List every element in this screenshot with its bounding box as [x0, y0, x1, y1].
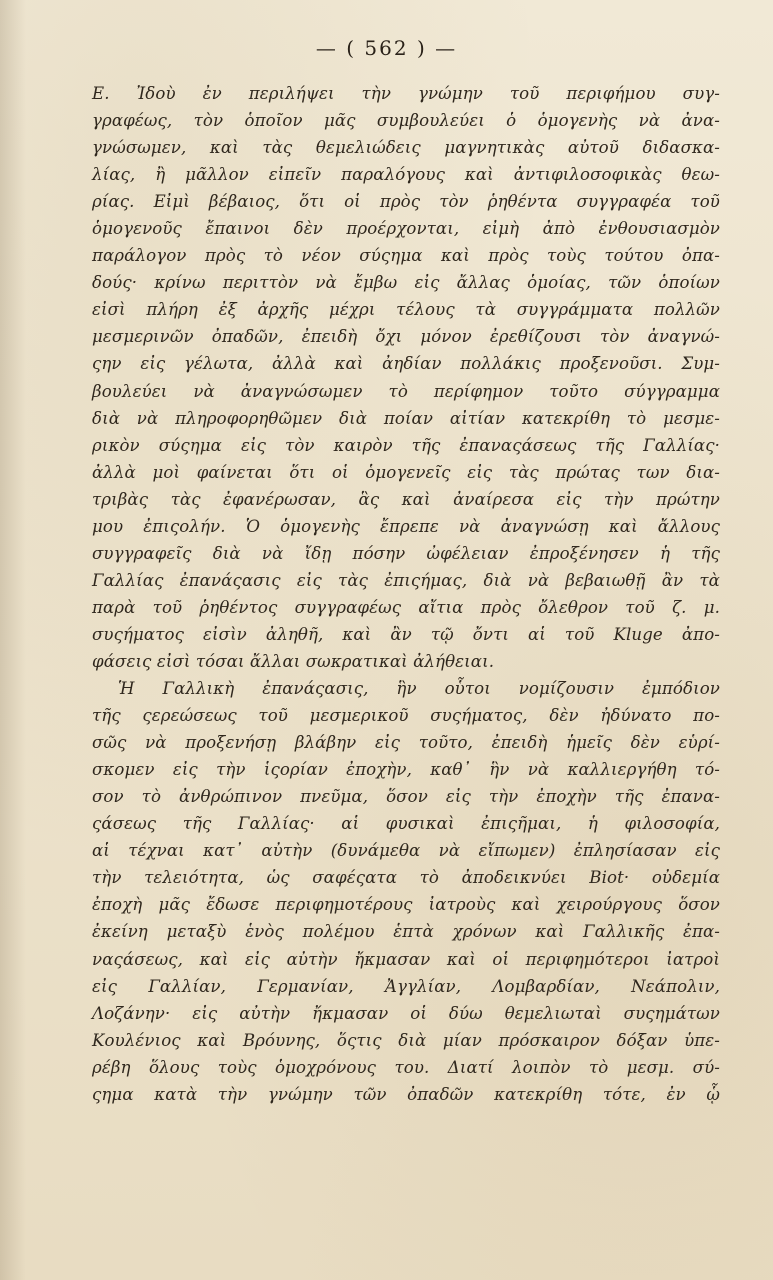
text-line: αἱ τέχναι κατ᾿ αὐτὴν (δυνάμεθα νὰ εἴπωμεν) ἐπλησίασαν εἰς — [92, 841, 720, 861]
text-line: μεσμερινῶν ὀπαδῶν, ἐπειδὴ ὄχι μόνον ἐρεθίζουσι τὸν ἀναγνώ- — [92, 327, 720, 347]
text-line: Ἡ Γαλλικὴ ἐπανάςασις, ἣν οὗτοι νομίζουσιν ἐμπόδιον — [118, 679, 720, 699]
text-line: φάσεις εἰσὶ τόσαι ἄλλαι σωκρατικαὶ ἀλήθειαι. — [92, 651, 495, 671]
text-line: Ε. Ἰδοὺ ἐν περιλήψει τὴν γνώμην τοῦ περιφήμου συγ- — [92, 84, 720, 103]
text-line: Κουλένιος καὶ Βρόυνης, ὅςτις διὰ μίαν πρόσκαιρον δόξαν ὑπε- — [92, 1030, 720, 1050]
text-line: συςήματος εἰσὶν ἀληθῆ, καὶ ἂν τῷ ὄντι αἱ τοῦ Kluge ἀπο- — [92, 624, 720, 644]
text-line: ςημα κατὰ τὴν γνώμην τῶν ὀπαδῶν κατεκρίθη τότε, ἐν ᾧ — [92, 1084, 720, 1104]
text-line: δούς· κρίνω περιττὸν νὰ ἔμβω εἰς ἄλλας ὁμοίας, τῶν ὁποίων — [92, 273, 720, 293]
text-line: λίας, ἢ μᾶλλον εἰπεῖν παραλόγους καὶ ἀντιφιλοσοφικὰς θεω- — [92, 165, 720, 185]
text-line: ρέβη ὅλους τοὺς ὁμοχρόνους του. Διατί λοιπὸν τὸ μεσμ. σύ- — [92, 1057, 720, 1077]
text-line: βουλεύει νὰ ἀναγνώσωμεν τὸ περίφημον τοῦτο σύγγραμμα — [92, 381, 720, 401]
text-line: Λοζάνην· εἰς αὐτὴν ἤκμασαν οἱ δύω θεμελιωταὶ συςημάτων — [92, 1003, 720, 1023]
page-body-text — [92, 80, 720, 1108]
paragraph-1 — [92, 80, 720, 675]
page-number-header: — ( 562 ) — — [315, 36, 458, 60]
text-line: ρίας. Εἰμὶ βέβαιος, ὅτι οἱ πρὸς τὸν ῥηθέντα συγγραφέα τοῦ — [92, 192, 720, 212]
text-line: σῶς νὰ προξενήσῃ βλάβην εἰς τοῦτο, ἐπειδὴ ἡμεῖς δὲν εὑρί- — [92, 733, 720, 753]
paragraph-2 — [92, 675, 720, 1108]
text-line: ναςάσεως, καὶ εἰς αὐτὴν ἤκμασαν καὶ οἱ περιφημότεροι ἰατροὶ — [92, 949, 720, 969]
text-line: εἰσὶ πλήρη ἐξ ἀρχῆς μέχρι τέλους τὰ συγγράμματα πολλῶν — [92, 300, 720, 320]
text-line: γραφέως, τὸν ὁποῖον μᾶς συμβουλεύει ὁ ὁμογενὴς νὰ ἀνα- — [92, 111, 720, 131]
text-line: ἐποχὴ μᾶς ἔδωσε περιφημοτέρους ἰατροὺς καὶ χειρούργους ὅσον — [92, 895, 720, 915]
text-line: Γαλλίας ἐπανάςασις εἰς τὰς ἐπιςήμας, διὰ νὰ βεβαιωθῇ ἂν τὰ — [92, 570, 720, 590]
text-line: ἐκείνη μεταξὺ ἑνὸς πολέμου ἑπτὰ χρόνων καὶ Γαλλικῆς ἐπα- — [92, 922, 720, 942]
text-line: σον τὸ ἀνθρώπινον πνεῦμα, ὅσον εἰς τὴν ἐποχὴν τῆς ἐπανα- — [92, 787, 720, 807]
text-line: σκομεν εἰς τὴν ἱςορίαν ἐποχὴν, καθ᾿ ἣν νὰ καλλιεργήθη τό- — [92, 760, 720, 780]
text-line: τριβὰς τὰς ἐφανέρωσαν, ἃς καὶ ἀναίρεσα εἰς τὴν πρώτην — [92, 489, 720, 509]
text-line: μου ἐπιςολήν. Ὁ ὁμογενὴς ἔπρεπε νὰ ἀναγνώσῃ καὶ ἄλλους — [92, 516, 720, 536]
text-line: ρικὸν σύςημα εἰς τὸν καιρὸν τῆς ἐπαναςάσεως τῆς Γαλλίας· — [92, 435, 720, 455]
text-line: παρὰ τοῦ ῥηθέντος συγγραφέως αἴτια πρὸς ὄλεθρον τοῦ ζ. μ. — [92, 597, 720, 617]
text-line: τὴν τελειότητα, ὡς σαφέςατα τὸ ἀποδεικνύει Biot· οὐδεμία — [92, 868, 720, 888]
text-line: τῆς ςερεώσεως τοῦ μεσμερικοῦ συςήματος, δὲν ἠδύνατο πο- — [92, 706, 720, 726]
text-line: εἰς Γαλλίαν, Γερμανίαν, Ἀγγλίαν, Λομβαρδίαν, Νεάπολιν, — [92, 976, 720, 996]
text-line: παράλογον πρὸς τὸ νέον σύςημα καὶ πρὸς τοὺς τούτου ὀπα- — [92, 246, 720, 266]
text-line: γνώσωμεν, καὶ τὰς θεμελιώδεις μαγνητικὰς αὐτοῦ διδασκα- — [92, 138, 720, 158]
page-spine-shadow — [0, 0, 26, 1280]
text-line: ἀλλὰ μοὶ φαίνεται ὅτι οἱ ὁμογενεῖς εἰς τὰς πρώτας των δια- — [92, 462, 720, 482]
text-line: ςην εἰς γέλωτα, ἀλλὰ καὶ ἀηδίαν πολλάκις προξενοῦσι. Συμ- — [92, 354, 720, 374]
text-line: διὰ νὰ πληροφορηθῶμεν διὰ ποίαν αἰτίαν κατεκρίθη τὸ μεσμε- — [92, 408, 720, 428]
text-line: ςάσεως τῆς Γαλλίας· αἱ φυσικαὶ ἐπιςῆμαι, ἡ φιλοσοφία, — [92, 814, 720, 834]
text-line: συγγραφεῖς διὰ νὰ ἴδῃ πόσην ὠφέλειαν ἐπροξένησεν ἡ τῆς — [92, 543, 720, 563]
text-line: ὁμογενοῦς ἔπαινοι δὲν προέρχονται, εἰμὴ ἀπὸ ἐνθουσιασμὸν — [92, 219, 720, 239]
